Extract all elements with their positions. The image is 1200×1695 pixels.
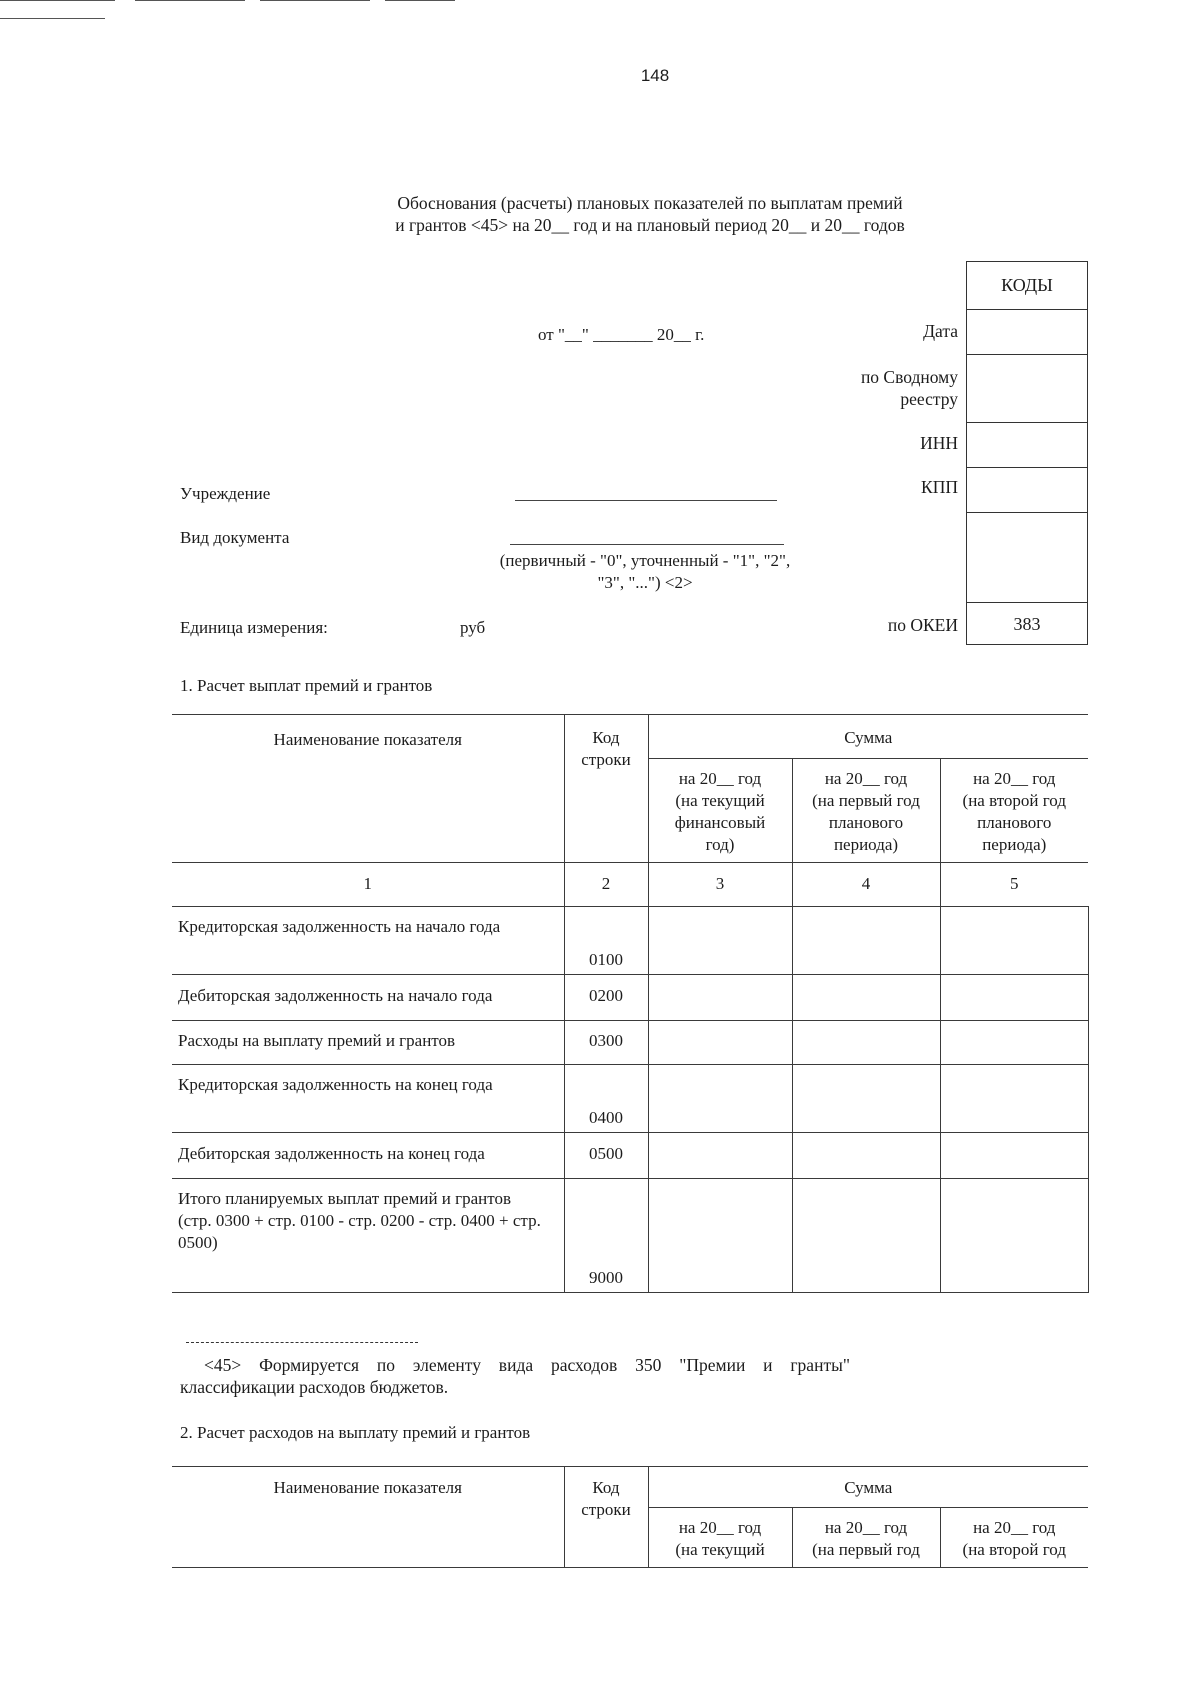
registry-label-line2: реестру — [900, 389, 958, 409]
table-row — [172, 975, 1088, 1021]
page-number: 148 — [640, 66, 670, 85]
doc-type-hint — [460, 550, 830, 594]
value-cell[interactable] — [648, 1179, 792, 1293]
code-date-cell[interactable] — [967, 309, 1087, 355]
footnote-line2: классификации расходов бюджетов. — [180, 1377, 449, 1397]
header-year1-line: финансовый — [674, 813, 766, 832]
header-year3-line: планового — [977, 813, 1052, 832]
scan-rule — [135, 0, 245, 1]
row-code: 0200 — [564, 975, 648, 1021]
scan-rule — [0, 0, 115, 1]
value-cell[interactable] — [792, 1133, 940, 1179]
doc-type-label: Вид документа — [180, 528, 290, 547]
header-year2-line: планового — [828, 813, 904, 832]
column-numbers-row — [172, 863, 1088, 907]
value-cell[interactable] — [792, 907, 940, 975]
header-year1-line: (на текущий — [675, 1540, 765, 1559]
header-year3 — [940, 759, 1088, 863]
row-name: Кредиторская задолженность на начало года — [172, 907, 564, 975]
okei-label: по ОКЕИ — [887, 615, 958, 635]
code-inn-cell[interactable] — [967, 422, 1087, 468]
registry-label — [861, 366, 958, 410]
header-year1-line: (на текущий — [675, 791, 765, 810]
header-year1-line: год) — [705, 835, 735, 854]
header-year3-line: (на второй год — [962, 791, 1066, 810]
scan-rule — [0, 18, 105, 19]
header-year2-line: на 20__ год — [824, 769, 908, 788]
header-code-line1: Код — [592, 728, 620, 747]
header-sum: Сумма — [648, 1467, 1088, 1508]
doc-type-hint-line2: "3", "...") <2> — [597, 573, 693, 592]
header-name: Наименование показателя — [172, 1467, 564, 1568]
header-code-line1: Код — [592, 1478, 620, 1497]
header-year2 — [792, 759, 940, 863]
header-code — [564, 715, 648, 863]
row-name: Дебиторская задолженность на начало года — [172, 975, 564, 1021]
row-code: 9000 — [564, 1179, 648, 1293]
header-code-line2: строки — [581, 1500, 631, 1519]
row-code: 0400 — [564, 1065, 648, 1133]
row-name: Кредиторская задолженность на конец года — [172, 1065, 564, 1133]
table-row — [172, 907, 1088, 975]
header-year1-line: на 20__ год — [678, 1518, 762, 1537]
value-cell[interactable] — [792, 1179, 940, 1293]
code-okei-cell: 383 — [1013, 614, 1041, 634]
document-title-line2: и грантов <45> на 20__ год и на плановый период 20__ и 20__ годов — [395, 215, 905, 235]
row-code: 0300 — [564, 1021, 648, 1065]
header-name: Наименование показателя — [172, 715, 564, 863]
document-title — [300, 192, 1000, 236]
header-year1-line: на 20__ год — [678, 769, 762, 788]
header-year2 — [792, 1508, 940, 1568]
value-cell[interactable] — [940, 907, 1088, 975]
row-code: 0500 — [564, 1133, 648, 1179]
codes-header: КОДЫ — [967, 262, 1087, 310]
code-doctype-cell[interactable] — [967, 512, 1087, 603]
header-year2-line: (на первый год — [812, 791, 920, 810]
table-header-row — [172, 715, 1088, 759]
col-number: 5 — [940, 863, 1088, 907]
value-cell[interactable] — [792, 1021, 940, 1065]
header-year2-line: на 20__ год — [824, 1518, 908, 1537]
col-number: 3 — [648, 863, 792, 907]
header-year3-line: на 20__ год — [973, 1518, 1056, 1537]
header-code — [564, 1467, 648, 1568]
row-name-main: Итого планируемых выплат премий и грантов — [178, 1189, 511, 1208]
unit-value: руб — [460, 618, 486, 637]
header-year3-line: (на второй год — [962, 1540, 1066, 1559]
doc-type-hint-line1: (первичный - "0", уточненный - "1", "2", — [499, 551, 791, 570]
kpp-label: КПП — [921, 477, 958, 497]
header-sum: Сумма — [648, 715, 1088, 759]
table-row — [172, 1021, 1088, 1065]
value-cell[interactable] — [792, 975, 940, 1021]
footnote — [180, 1354, 850, 1398]
registry-label-line1: по Сводному — [860, 367, 958, 387]
row-name-formula: (стр. 0300 + стр. 0100 - стр. 0200 - стр. 0400 + стр. 0500) — [178, 1211, 541, 1252]
header-year3-line: на 20__ год — [973, 769, 1056, 788]
section1-table — [172, 714, 1089, 1293]
header-year2-line: (на первый год — [812, 1540, 920, 1559]
institution-label: Учреждение — [180, 484, 271, 503]
table-row — [172, 1065, 1088, 1133]
footnote-line1: <45> Формируется по элементу вида расходов 350 "Премии и гранты" — [204, 1355, 850, 1375]
header-year3-line: периода) — [982, 835, 1047, 854]
value-cell[interactable] — [648, 1065, 792, 1133]
value-cell[interactable] — [648, 907, 792, 975]
scan-rule — [385, 0, 455, 1]
header-year1 — [648, 1508, 792, 1568]
section2-table — [172, 1466, 1088, 1568]
header-year3 — [940, 1508, 1088, 1568]
doc-type-field[interactable] — [510, 544, 784, 545]
code-kpp-cell[interactable] — [967, 467, 1087, 513]
unit-label: Единица измерения: — [180, 618, 328, 637]
value-cell[interactable] — [940, 975, 1088, 1021]
value-cell[interactable] — [648, 975, 792, 1021]
header-year2-line: периода) — [833, 835, 899, 854]
col-number: 2 — [564, 863, 648, 907]
table-row-total — [172, 1179, 1088, 1293]
inn-label: ИНН — [920, 433, 958, 453]
row-name: Дебиторская задолженность на конец года — [172, 1133, 564, 1179]
col-number: 1 — [172, 863, 564, 907]
header-year1 — [648, 759, 792, 863]
col-number: 4 — [792, 863, 940, 907]
value-cell[interactable] — [940, 1179, 1088, 1293]
footnote-separator — [186, 1342, 418, 1343]
value-cell[interactable] — [940, 1021, 1088, 1065]
section2-title: 2. Расчет расходов на выплату премий и грантов — [180, 1423, 531, 1442]
date-line: от "__" _______ 20__ г. — [538, 325, 705, 344]
document-title-line1: Обоснования (расчеты) плановых показателей по выплатам премий — [397, 193, 903, 213]
table-row — [172, 1133, 1088, 1179]
code-registry-cell[interactable] — [967, 354, 1087, 423]
row-name — [172, 1179, 564, 1293]
value-cell[interactable] — [648, 1021, 792, 1065]
date-label: Дата — [923, 321, 958, 341]
table-header-row — [172, 1467, 1088, 1508]
institution-field[interactable] — [515, 500, 777, 501]
header-code-line2: строки — [581, 750, 631, 769]
row-name: Расходы на выплату премий и грантов — [172, 1021, 564, 1065]
value-cell[interactable] — [792, 1065, 940, 1133]
section1-title: 1. Расчет выплат премий и грантов — [180, 676, 433, 695]
row-code: 0100 — [564, 907, 648, 975]
value-cell[interactable] — [940, 1065, 1088, 1133]
scan-rule — [260, 0, 370, 1]
codes-box — [966, 261, 1088, 645]
value-cell[interactable] — [648, 1133, 792, 1179]
value-cell[interactable] — [940, 1133, 1088, 1179]
